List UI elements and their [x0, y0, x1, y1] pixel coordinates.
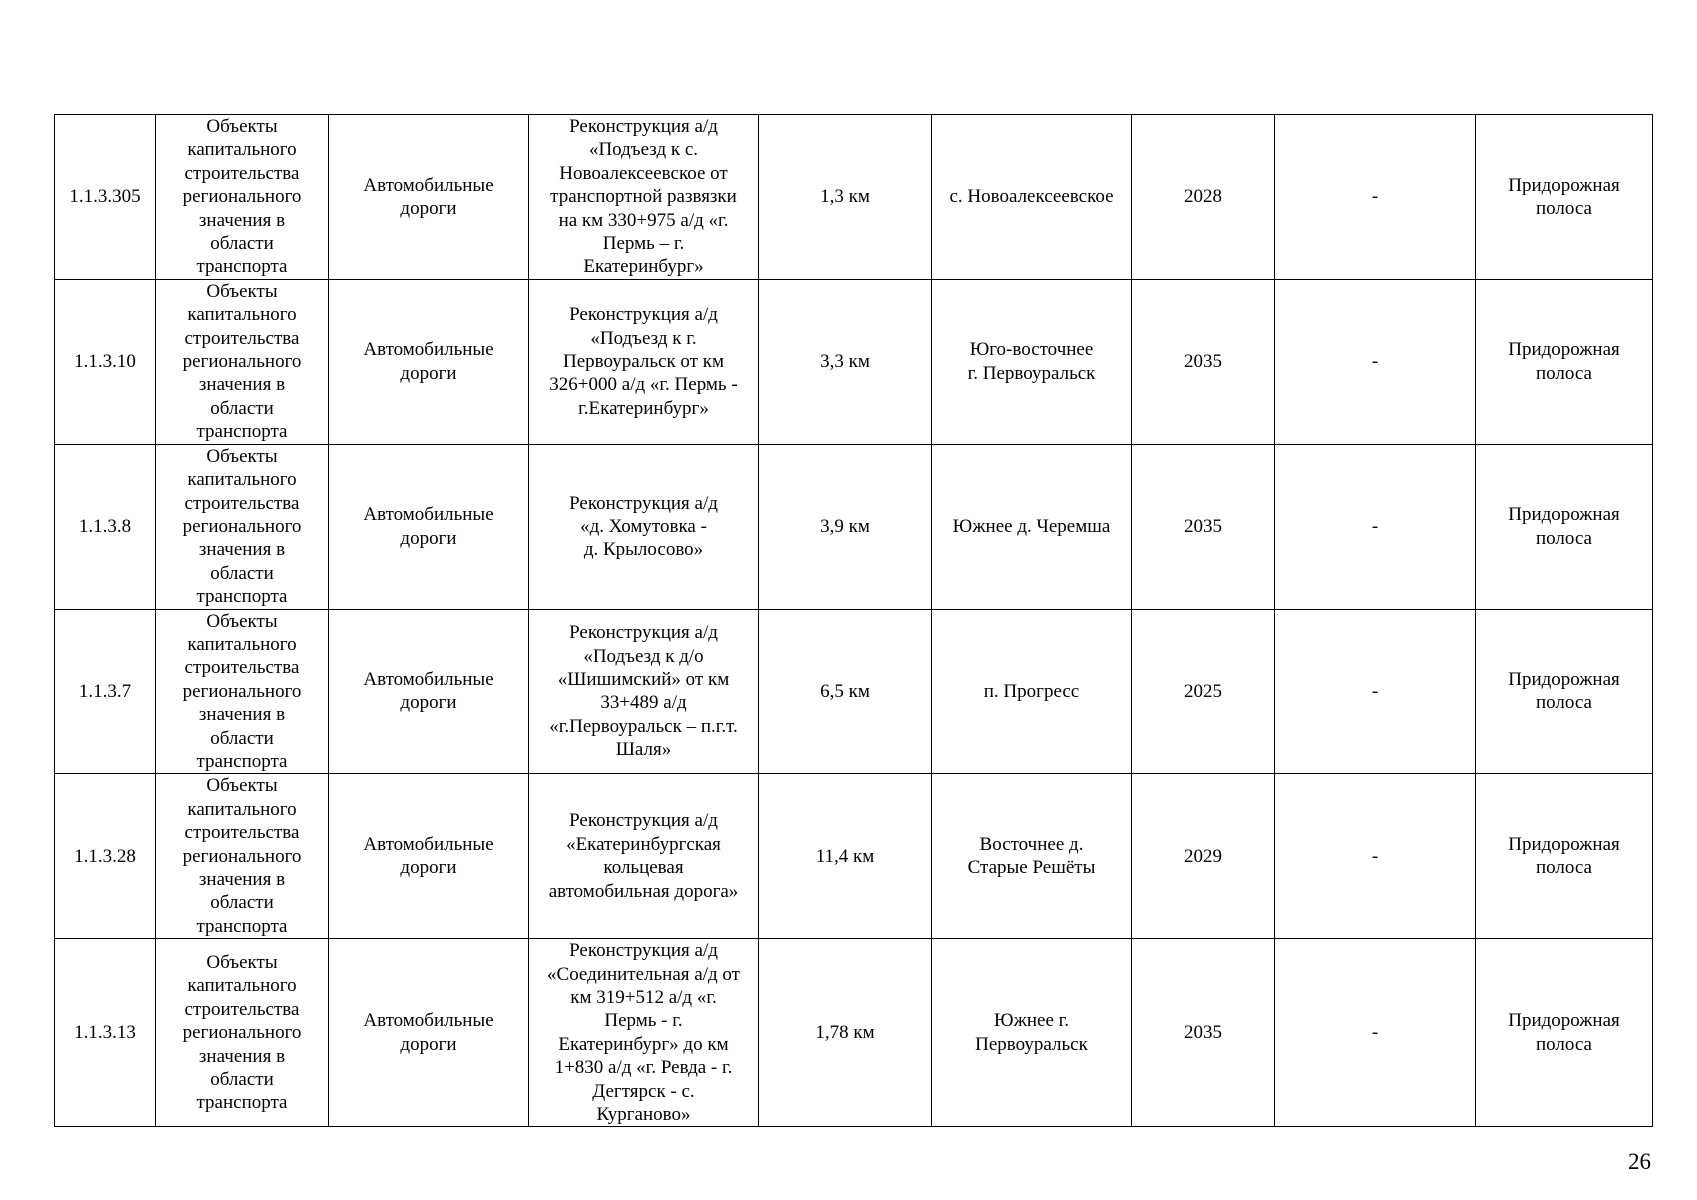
cell-location: Восточнее д. Старые Решёты — [932, 774, 1132, 939]
cell-code: 1.1.3.13 — [55, 939, 156, 1127]
cell-year: 2028 — [1132, 115, 1275, 280]
cell-category: Объекты капитального строительства регионального значения в области транспорта — [156, 115, 329, 280]
cell-name: Реконструкция а/д «Подъезд к д/о «Шишимский» от км 33+489 а/д «г.Первоуральск – п.г.т. Шаля» — [529, 609, 759, 774]
cell-code: 1.1.3.8 — [55, 444, 156, 609]
cell-category: Объекты капитального строительства регионального значения в области транспорта — [156, 609, 329, 774]
cell-name: Реконструкция а/д «Подъезд к г. Первоуральск от км 326+000 а/д «г. Пермь - г.Екатеринбург» — [529, 279, 759, 444]
cell-code: 1.1.3.305 — [55, 115, 156, 280]
cell-zone: Придорожная полоса — [1476, 115, 1653, 280]
cell-note: - — [1275, 939, 1476, 1127]
cell-location: п. Прогресс — [932, 609, 1132, 774]
cell-zone: Придорожная полоса — [1476, 279, 1653, 444]
cell-category: Объекты капитального строительства регионального значения в области транспорта — [156, 939, 329, 1127]
cell-name: Реконструкция а/д «д. Хомутовка - д. Крылосово» — [529, 444, 759, 609]
cell-location: с. Новоалексеевское — [932, 115, 1132, 280]
cell-name: Реконструкция а/д «Екатеринбургская кольцевая автомобильная дорога» — [529, 774, 759, 939]
cell-year: 2035 — [1132, 939, 1275, 1127]
page-number: 26 — [1628, 1149, 1651, 1174]
table-row — [55, 279, 1653, 444]
cell-location: Южнее д. Черемша — [932, 444, 1132, 609]
cell-length: 1,3 км — [759, 115, 932, 280]
cell-year: 2035 — [1132, 279, 1275, 444]
cell-code: 1.1.3.10 — [55, 279, 156, 444]
cell-location: Юго-восточнее г. Первоуральск — [932, 279, 1132, 444]
cell-type: Автомобильные дороги — [329, 115, 529, 280]
cell-length: 11,4 км — [759, 774, 932, 939]
cell-length: 3,9 км — [759, 444, 932, 609]
cell-name: Реконструкция а/д «Соединительная а/д от км 319+512 а/д «г. Пермь - г. Екатеринбург» до км 1+830 а/д «г. Ревда - г. Дегтярск - с. Курганово» — [529, 939, 759, 1127]
table-row — [55, 115, 1653, 280]
cell-location: Южнее г. Первоуральск — [932, 939, 1132, 1127]
cell-category: Объекты капитального строительства регионального значения в области транспорта — [156, 279, 329, 444]
cell-length: 1,78 км — [759, 939, 932, 1127]
cell-zone: Придорожная полоса — [1476, 774, 1653, 939]
cell-name: Реконструкция а/д «Подъезд к с. Новоалексеевское от транспортной развязки на км 330+975 а/д «г. Пермь – г. Екатеринбург» — [529, 115, 759, 280]
cell-category: Объекты капитального строительства регионального значения в области транспорта — [156, 444, 329, 609]
cell-zone: Придорожная полоса — [1476, 939, 1653, 1127]
cell-note: - — [1275, 279, 1476, 444]
cell-note: - — [1275, 774, 1476, 939]
cell-note: - — [1275, 115, 1476, 280]
cell-note: - — [1275, 444, 1476, 609]
cell-type: Автомобильные дороги — [329, 279, 529, 444]
cell-type: Автомобильные дороги — [329, 444, 529, 609]
table-row — [55, 444, 1653, 609]
objects-table — [54, 114, 1653, 1127]
cell-code: 1.1.3.28 — [55, 774, 156, 939]
cell-type: Автомобильные дороги — [329, 609, 529, 774]
table-row — [55, 939, 1653, 1127]
cell-year: 2035 — [1132, 444, 1275, 609]
cell-type: Автомобильные дороги — [329, 774, 529, 939]
cell-length: 3,3 км — [759, 279, 932, 444]
cell-zone: Придорожная полоса — [1476, 444, 1653, 609]
cell-zone: Придорожная полоса — [1476, 609, 1653, 774]
cell-year: 2029 — [1132, 774, 1275, 939]
cell-type: Автомобильные дороги — [329, 939, 529, 1127]
cell-year: 2025 — [1132, 609, 1275, 774]
cell-code: 1.1.3.7 — [55, 609, 156, 774]
cell-note: - — [1275, 609, 1476, 774]
cell-length: 6,5 км — [759, 609, 932, 774]
cell-category: Объекты капитального строительства регионального значения в области транспорта — [156, 774, 329, 939]
table-row — [55, 609, 1653, 774]
table-row — [55, 774, 1653, 939]
